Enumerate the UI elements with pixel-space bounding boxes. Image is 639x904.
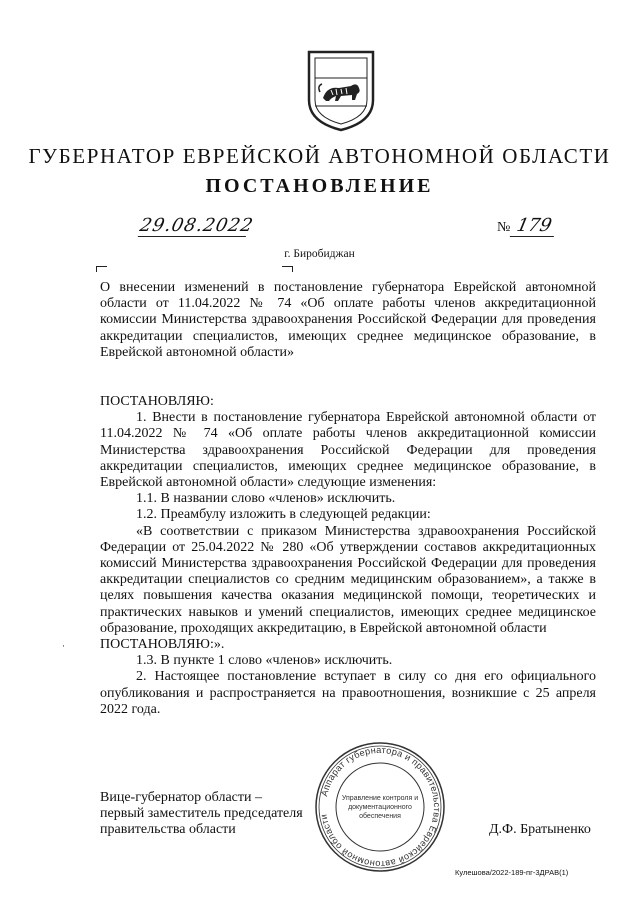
official-stamp [313, 740, 447, 874]
position-line-3: правительства области [100, 822, 236, 838]
paragraph-1-3: 1.3. В пункте 1 слово «членов» исключить. [136, 653, 393, 669]
paragraph-1-2: 1.2. Преамбулу изложить в следующей редакции: [136, 507, 431, 523]
decree-number: 179 [510, 216, 558, 237]
stamp-center-line-1: Управление контроля и [341, 795, 419, 802]
subject-text: О внесении изменений в постановление губернатора Еврейской автономной области от 11.04.2022 № 74 «Об оплате работы членов аккредитационной комиссии Министерства здравоохранения Российской Федерации для проведения аккредитации специалистов, имеющих среднее медицинское образование, в Еврейской автономной области» [100, 280, 596, 360]
subject-right-corner-mark [282, 266, 293, 272]
paragraph-1: 1. Внести в постановление губернатора Еврейской автономной области от 11.04.2022 № 74 «Об оплате работы членов аккредитационной комиссии Министерства здравоохранения Российской Федерации для проведения аккредитации специалистов, имеющих среднее медицинское образование, в Еврейской автономной области» следующие изменения: [100, 410, 596, 491]
decree-date: 29.08.2022 [137, 215, 256, 236]
decree-body [100, 394, 596, 718]
signatory-position [100, 790, 303, 839]
city-line: г. Биробиджан [284, 248, 355, 260]
subject-paragraph [100, 280, 596, 361]
paragraph-2: 2. Настоящее постановление вступает в силу со дня его официального опубликования и распространяется на правоотношения, возникшие с 25 апреля 2022 года. [100, 669, 596, 717]
preamble-quote: «В соответствии с приказом Министерства здравоохранения Российской Федерации от 25.04.2022 № 280 «Об утверждении составов аккредитационных комиссий Министерства здравоохранения Российской Федерации для проведения аккредитации специалистов со средним медицинским образованием», а также в целях повышения качества оказания медицинской помощи, теоретических и практических навыков и умений специалистов, имеющих среднее медицинское образование, проходящих аккредитацию, в Еврейской автономной области [100, 523, 596, 636]
authority-title: ГУБЕРНАТОР ЕВРЕЙСКОЙ АВТОНОМНОЙ ОБЛАСТИ [28, 144, 611, 168]
decree-word: ПОСТАНОВЛЯЮ: [100, 394, 214, 409]
paragraph-1-1: 1.1. В названии слово «членов» исключить. [136, 491, 396, 507]
coat-of-arms-emblem [305, 48, 377, 132]
document-type-title: ПОСТАНОВЛЕНИЕ [205, 175, 434, 197]
position-line-1: Вице-губернатор области – [100, 790, 262, 805]
stamp-ring-text: Аппарат губернатора и правительства Еврейской автономной области [318, 744, 443, 870]
subject-left-corner-mark [96, 266, 107, 272]
number-label: № [497, 220, 511, 235]
signatory-name: Д.Ф. Братыненко [489, 822, 591, 837]
executor-code: Кулешова/2022-189-пг-3ДРАВ(1) [455, 868, 569, 877]
quote-end: ПОСТАНОВЛЯЮ:». [100, 637, 225, 653]
stamp-center-line-3: обеспечения [359, 813, 401, 820]
position-line-2: первый заместитель председателя [100, 806, 303, 822]
stamp-center-line-2: документационного [348, 804, 412, 811]
margin-mark: · [62, 641, 65, 651]
